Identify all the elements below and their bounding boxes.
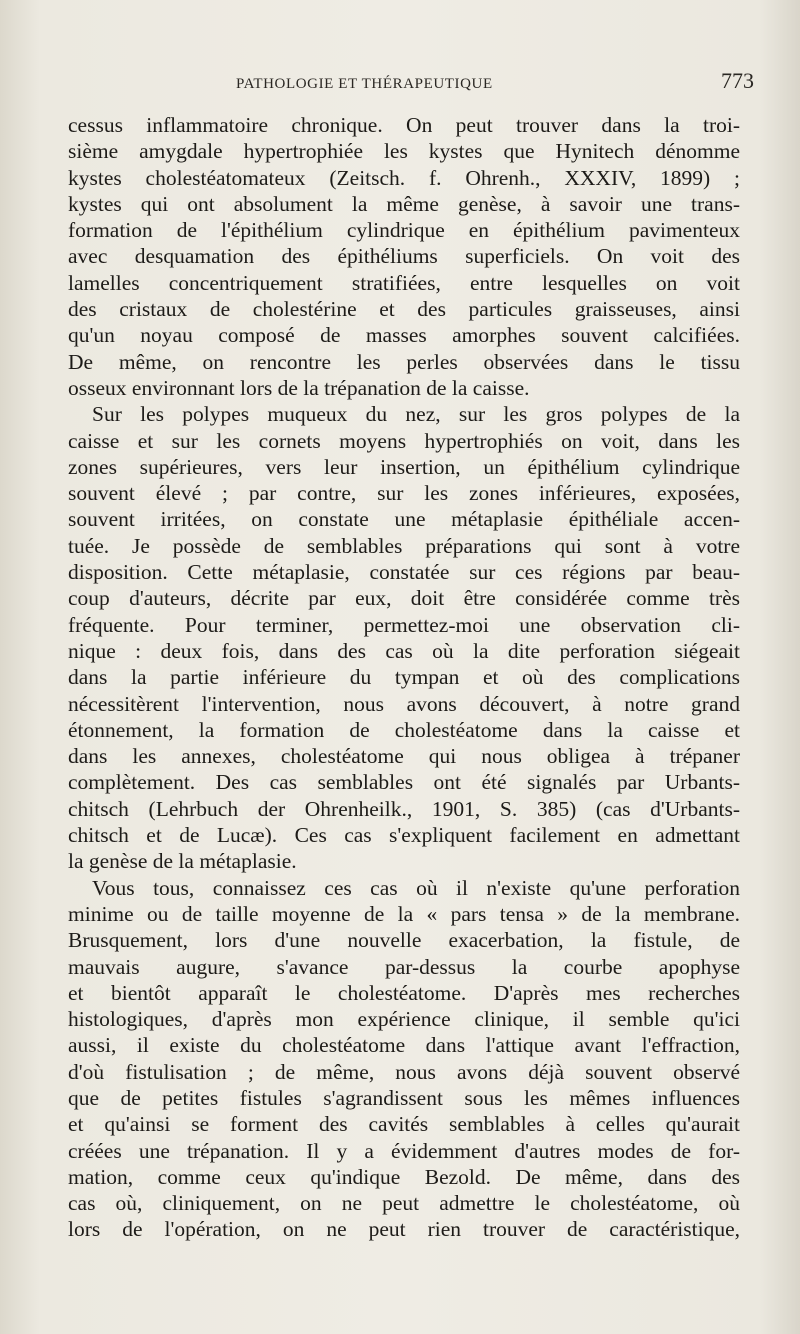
text-line: chitsch et de Lucæ). Ces cas s'expliquent facilement en admettant xyxy=(68,823,740,848)
text-line: Brusquement, lors d'une nouvelle exacerbation, la fistule, de xyxy=(68,928,740,953)
text-line: souvent irritées, on constate une métaplasie épithéliale accen- xyxy=(68,507,740,532)
text-line: histologiques, d'après mon expérience clinique, il semble qu'ici xyxy=(68,1007,740,1032)
text-line: complètement. Des cas semblables ont été signalés par Urbants- xyxy=(68,770,740,795)
text-line: De même, on rencontre les perles observées dans le tissu xyxy=(68,349,740,374)
text-line: dans les annexes, cholestéatome qui nous obligea à trépaner xyxy=(68,744,740,769)
text-line: étonnement, la formation de cholestéatome dans la caisse et xyxy=(68,717,740,742)
text-line: fréquente. Pour terminer, permettez-moi une observation cli- xyxy=(68,612,740,637)
text-line: créées une trépanation. Il y a évidemment d'autres modes de for- xyxy=(68,1138,740,1163)
body-text xyxy=(68,112,740,1243)
text-line: osseux environnant lors de la trépanation de la caisse. xyxy=(68,375,530,400)
text-line: Sur les polypes muqueux du nez, sur les gros polypes de la xyxy=(92,402,740,427)
page-header xyxy=(60,68,770,98)
text-line: caisse et sur les cornets moyens hypertrophiés on voit, dans les xyxy=(68,428,740,453)
text-line: minime ou de taille moyenne de la « pars tensa » de la membrane. xyxy=(68,901,740,926)
text-line: cessus inflammatoire chronique. On peut trouver dans la troi- xyxy=(68,113,740,137)
text-line: kystes cholestéatomateux (Zeitsch. f. Ohrenh., XXXIV, 1899) ; xyxy=(68,165,740,190)
text-line: mauvais augure, s'avance par-dessus la courbe apophyse xyxy=(68,954,740,979)
text-line: la genèse de la métaplasie. xyxy=(68,849,297,874)
text-line: des cristaux de cholestérine et des particules graisseuses, ainsi xyxy=(68,297,740,322)
text-line: tuée. Je possède de semblables préparations qui sont à votre xyxy=(68,533,740,558)
text-line: kystes qui ont absolument la même genèse, à savoir une trans- xyxy=(68,191,740,216)
text-line: avec desquamation des épithéliums superficiels. On voit des xyxy=(68,244,740,269)
text-line: mation, comme ceux qu'indique Bezold. De même, dans des xyxy=(68,1164,740,1189)
text-line: nique : deux fois, dans des cas où la dite perforation siégeait xyxy=(68,638,740,663)
text-line: zones supérieures, vers leur insertion, un épithélium cylindrique xyxy=(68,454,740,479)
text-line: souvent élevé ; par contre, sur les zones inférieures, exposées, xyxy=(68,481,740,506)
text-line: aussi, il existe du cholestéatome dans l'attique avant l'effraction, xyxy=(68,1033,740,1058)
text-line: sième amygdale hypertrophiée les kystes que Hynitech dénomme xyxy=(68,139,740,164)
text-line: cas où, cliniquement, on ne peut admettre le cholestéatome, où xyxy=(68,1191,740,1216)
text-line: formation de l'épithélium cylindrique en épithélium pavimenteux xyxy=(68,218,740,243)
text-line: coup d'auteurs, décrite par eux, doit être considérée comme très xyxy=(68,586,740,611)
text-line: dans la partie inférieure du tympan et où des complications xyxy=(68,665,740,690)
text-line: Vous tous, connaissez ces cas où il n'existe qu'une perforation xyxy=(92,875,740,900)
text-line: d'où fistulisation ; de même, nous avons déjà souvent observé xyxy=(68,1059,740,1084)
text-line: chitsch (Lehrbuch der Ohrenheilk., 1901, S. 385) (cas d'Urbants- xyxy=(68,796,740,821)
page-number: 773 xyxy=(721,68,754,93)
text-line: et bientôt apparaît le cholestéatome. D'après mes recherches xyxy=(68,980,740,1005)
text-line: que de petites fistules s'agrandissent sous les mêmes influences xyxy=(68,1085,740,1110)
text-line: nécessitèrent l'intervention, nous avons découvert, à notre grand xyxy=(68,691,740,716)
running-title: PATHOLOGIE ET THÉRAPEUTIQUE xyxy=(236,76,493,92)
text-line: disposition. Cette métaplasie, constatée sur ces régions par beau- xyxy=(68,560,740,585)
text-line: et qu'ainsi se forment des cavités semblables à celles qu'aurait xyxy=(68,1112,740,1137)
text-line: lors de l'opération, on ne peut rien trouver de caractéristique, xyxy=(68,1217,740,1242)
text-line: qu'un noyau composé de masses amorphes souvent calcifiées. xyxy=(68,323,740,348)
text-line: lamelles concentriquement stratifiées, entre lesquelles on voit xyxy=(68,270,740,295)
